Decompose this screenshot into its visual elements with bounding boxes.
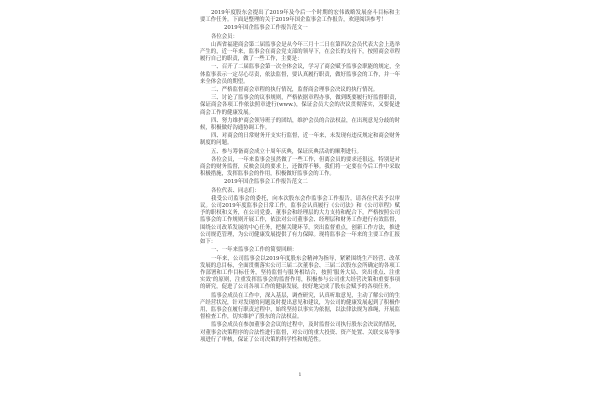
paragraph: 一年来，公司监事会以2019年度股东会精神为指导，紧紧围绕生产经营、改革发展的总目标，全面贯彻落实公司三届二次董事会、三届二次股东会所确定的各项工作部署和工作目标任务，坚持监督与服务相结合，按照‘服务大局、突出重点、注重实效’的原则，注重发挥监事会的监督作用，积极参与公司重大经营决策和重要事项的研究，促进了公司各项工作的健康发展，较好地完成了股东会赋予的各项任务。 (200, 255, 400, 291)
paragraph: 监事会成员在参加董事会会议的过程中，及时监督公司执行股东会决议的情况，对董事会决策程序的合法性进行监督，对公司的重大投资、资产处置、关联交易等事项进行了审核，保证了公司决策的科学性和规范性。 (200, 322, 400, 343)
page-number: 1 (298, 372, 302, 378)
paragraph: 三、讨论了监事会的议事规则，严格依据章程办事，做到既要履行好监督职责，保证商会各项工作依法照章进行(www.)，保证会员大会的决议贯彻落实，又要促进商会工作的健康发展。 (200, 95, 400, 116)
paragraph: 我受公司监事会的委托，向本次股东会作监事会工作报告，请各位代表予以审议。公司2019年度监事会日常工作，监事会认真履行《公司法》和《公司章程》赋予的职权和义务，在公司党委、董事会和经理层的大力支持和配合下，严格按照公司监事会的工作规则开展工作，依法对公司董事会、经理层和财务工作进行有效监督，围绕公司改革发展的中心任务，把握关键环节，突出监督重点，创新工作方法，推进公司规范管理，为公司健康发展提供了有力保障。现将监事会一年来的主要工作汇报如下： (200, 195, 400, 246)
paragraph: 各位会员，一年来监事会虽然做了一些工作，但离会员的要求还很远，特别是对商会的财务监督，反映会员的要求上，还做得不够。我们将一定要在今后工作中采取积极措施，发挥监事会的作用，积极做好监事会的工作。 (200, 156, 400, 178)
section-heading: 2019年国企监事会工作报告范文一 (224, 25, 308, 32)
paragraph: 四、努力维护商会领导班子的团结，维护会员的合法权益，在出现意见分歧的时候，积极做好沟通协调工作。 (200, 117, 400, 132)
paragraph: 各位会员： (211, 33, 238, 40)
section-heading: 2019年国企监事会工作报告范文二 (224, 179, 308, 186)
paragraph: 一、召开了二届监事会第一次全体会议，学习了商会赋予监事会职能的规定，全体监事表示一定尽心尽责，依法监督，要认真履行职责，做好监事会的工作，并一年来全体会员的期望。 (200, 64, 400, 85)
document-body (200, 10, 400, 345)
paragraph: 二、严格监督商会章程的执行情况，监督商会理事会决议的执行情况。 (211, 87, 379, 94)
paragraph: 2019年度股东会提出了2019年及今后一个时期的宏伟战略发展奋斗目标和主要工作任务。下面是整理的关于2019年国企监事会工作报告，欢迎阅读参考！ (200, 10, 400, 24)
paragraph: 山西省福建商会第二届监事会是从今年三月十二日在第四次会员代表大会上选举产生的，近一年来，监事会在商会党支部的领导下，在会长的支持下，按照商会章程履行自己的职责，做了一些工作，主要是： (200, 41, 400, 63)
paragraph: 五、参与筹备商会成立十周年庆典，保证庆典活动的顺利进行。 (211, 148, 362, 155)
paragraph: 监事会成员在工作中，深入基层，调查研究，认真听取意见，主动了解公司的生产经营状况，针对发现的问题及时提出意见和建议，为公司的健康发展起到了积极作用，监事会在履行职责过程中，始终坚持以事实为依据，以法律法规为准绳，开展监督检查工作，切实维护了股东的合法权益。 (200, 292, 400, 321)
paragraph: 四、对商会的日常财务开支实行监督，近一年来，未发现有违反规定和商会财务制度的问题。 (200, 133, 400, 147)
paragraph: 一、一年来监事会工作的简要回顾： (211, 247, 298, 254)
paragraph: 各位代表、同志们： (211, 187, 260, 194)
